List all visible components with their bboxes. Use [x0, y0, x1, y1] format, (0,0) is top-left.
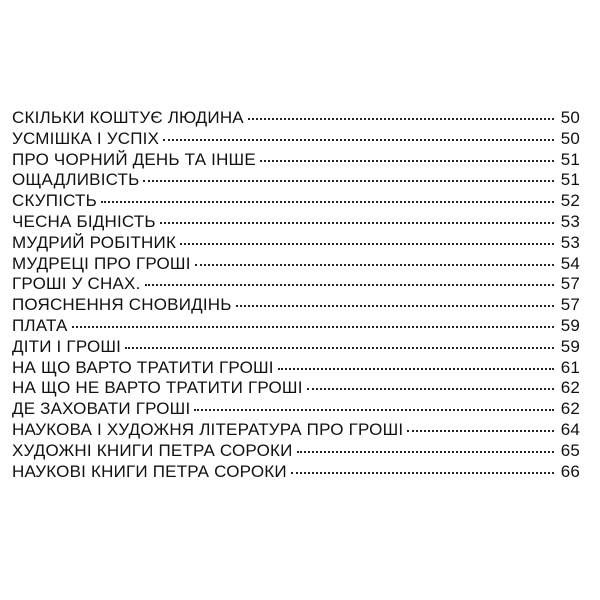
dot-leader — [194, 409, 554, 411]
dot-leader — [160, 222, 554, 224]
toc-entry-title: МУДРИЙ РОБІТНИК — [12, 232, 177, 252]
toc-entry — [12, 233, 580, 254]
toc-entry-title: ЧЕСНА БІДНІСТЬ — [12, 211, 156, 231]
toc-entry-page: 53 — [560, 232, 580, 252]
toc-entry-page: 54 — [560, 253, 580, 273]
dot-leader — [278, 368, 554, 370]
toc-entry — [12, 129, 580, 150]
toc-entry — [12, 441, 580, 462]
table-of-contents — [12, 108, 580, 482]
dot-leader — [291, 472, 554, 474]
dot-leader — [236, 305, 554, 307]
toc-entry — [12, 462, 580, 483]
toc-entry-page: 62 — [560, 399, 580, 419]
toc-entry — [12, 316, 580, 337]
toc-entry — [12, 420, 580, 441]
dot-leader — [101, 201, 554, 203]
toc-entry-title: ПЛАТА — [12, 315, 68, 335]
toc-entry — [12, 108, 580, 129]
toc-entry-page: 59 — [560, 336, 580, 356]
dot-leader — [260, 160, 554, 162]
toc-entry-title: ПОЯСНЕННЯ СНОВИДІНЬ — [12, 295, 232, 315]
toc-entry-title: МУДРЕЦІ ПРО ГРОШІ — [12, 253, 191, 273]
dot-leader — [72, 326, 554, 328]
toc-entry-title: ДІТИ І ГРОШІ — [12, 336, 122, 356]
toc-entry-page: 50 — [560, 128, 580, 148]
dot-leader — [125, 347, 554, 349]
toc-entry-page: 50 — [560, 108, 580, 127]
toc-entry-page: 59 — [560, 315, 580, 335]
toc-entry-title: СКІЛЬКИ КОШТУЄ ЛЮДИНА — [12, 108, 244, 127]
toc-entry-title: НА ЩО ВАРТО ТРАТИТИ ГРОШІ — [12, 357, 274, 377]
dot-leader — [180, 243, 554, 245]
dot-leader — [297, 451, 554, 453]
dot-leader — [143, 180, 554, 182]
toc-entry — [12, 378, 580, 399]
dot-leader — [145, 284, 555, 286]
toc-entry-page: 65 — [560, 440, 580, 460]
toc-entry — [12, 170, 580, 191]
dot-leader — [307, 388, 554, 390]
toc-entry-title: НАУКОВІ КНИГИ ПЕТРА СОРОКИ — [12, 461, 287, 481]
toc-entry-title: НАУКОВА І ХУДОЖНЯ ЛІТЕРАТУРА ПРО ГРОШІ — [12, 419, 404, 439]
toc-entry-title: ОЩАДЛИВІСТЬ — [12, 170, 140, 190]
toc-entry-page: 57 — [560, 295, 580, 315]
dot-leader — [248, 118, 554, 120]
toc-entry — [12, 150, 580, 171]
toc-entry-page: 66 — [560, 461, 580, 481]
toc-entry-page: 52 — [560, 191, 580, 211]
toc-entry — [12, 337, 580, 358]
toc-entry-title: ДЕ ЗАХОВАТИ ГРОШІ — [12, 399, 191, 419]
toc-entry — [12, 212, 580, 233]
toc-entry-page: 61 — [560, 357, 580, 377]
toc-entry — [12, 254, 580, 275]
toc-entry — [12, 358, 580, 379]
toc-entry-title: ПРО ЧОРНИЙ ДЕНЬ ТА ІНШЕ — [12, 149, 256, 169]
dot-leader — [195, 264, 554, 266]
dot-leader — [407, 430, 554, 432]
toc-entry-title: СКУПІСТЬ — [12, 191, 97, 211]
toc-entry-page: 64 — [560, 419, 580, 439]
dot-leader — [163, 139, 554, 141]
toc-entry — [12, 274, 580, 295]
toc-entry-title: ХУДОЖНІ КНИГИ ПЕТРА СОРОКИ — [12, 440, 293, 460]
toc-entry-title: УСМІШКА І УСПІХ — [12, 128, 160, 148]
toc-entry — [12, 295, 580, 316]
toc-entry-page: 62 — [560, 378, 580, 398]
toc-entry-page: 53 — [560, 211, 580, 231]
toc-entry-page: 51 — [560, 170, 580, 190]
toc-entry-page: 51 — [560, 149, 580, 169]
toc-entry-title: ГРОШІ У СНАХ. — [12, 274, 141, 294]
toc-entry-title: НА ЩО НЕ ВАРТО ТРАТИТИ ГРОШІ — [12, 378, 303, 398]
toc-entry — [12, 191, 580, 212]
toc-entry — [12, 399, 580, 420]
toc-entry-page: 57 — [560, 274, 580, 294]
